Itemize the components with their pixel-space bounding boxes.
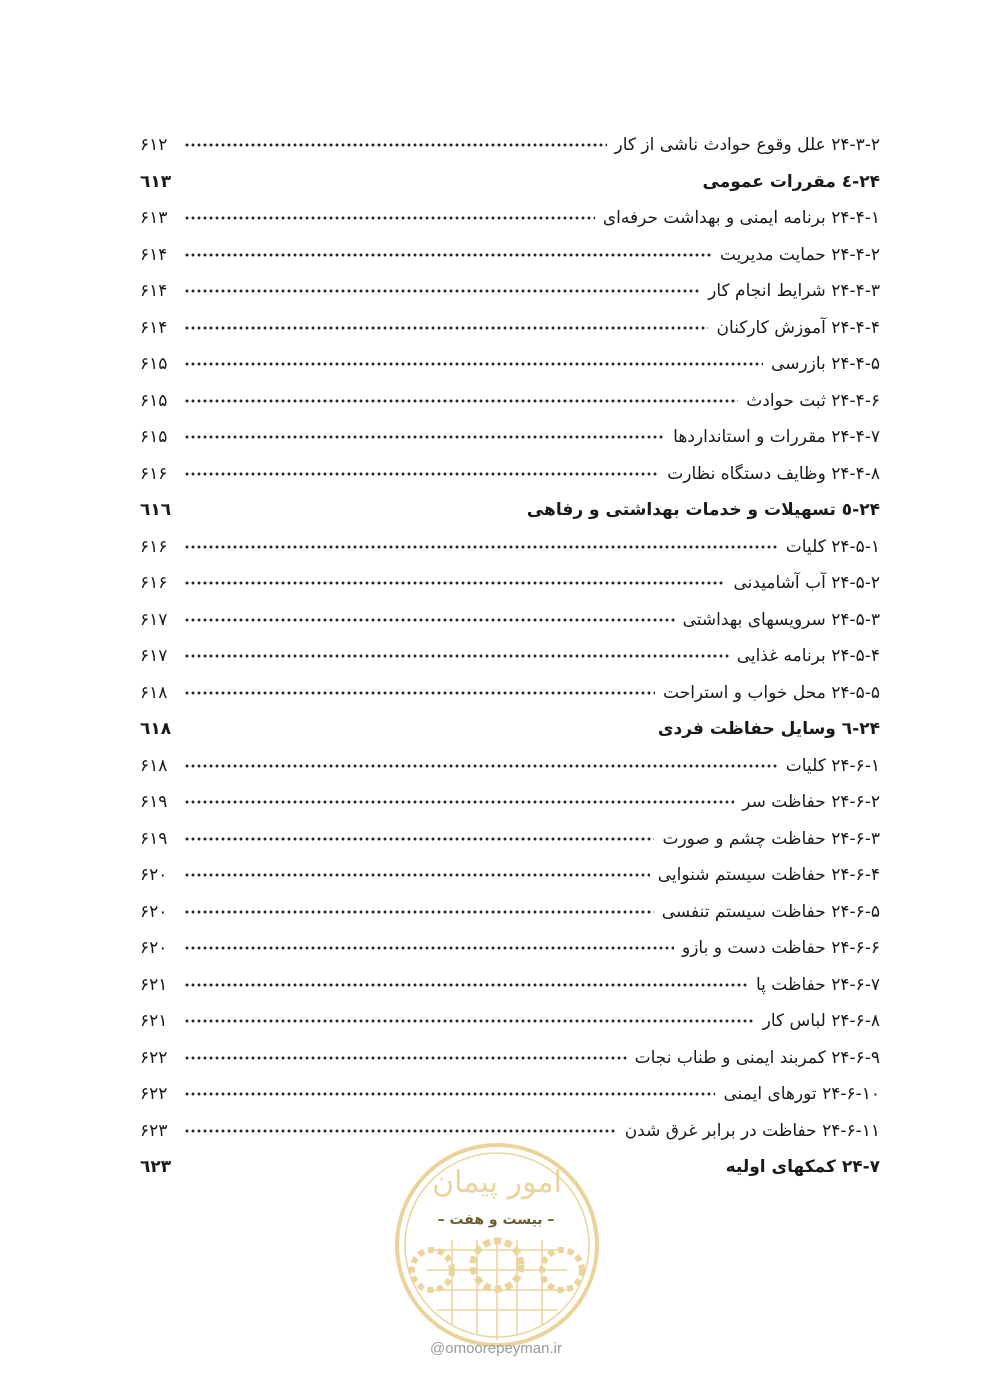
toc-entry-title: ۲۴-۳-۲ علل وقوع حوادث ناشی از کار: [614, 135, 880, 155]
dot-leader: [184, 578, 725, 588]
toc-section-heading: [140, 165, 880, 199]
toc-page-number: ۶۱۹: [140, 792, 168, 812]
toc-entry-title: ۲۴-۵-۱ کلیات: [785, 536, 880, 557]
toc-entry: [140, 1004, 880, 1038]
toc-page-number: ۶۱۸: [140, 682, 168, 703]
toc-entry-title: ۲۴-۴-۲ حمایت مدیریت: [719, 244, 880, 265]
dot-leader: [184, 651, 729, 661]
dot-leader: [184, 250, 712, 260]
toc-page-number: ۶۲۳: [140, 1120, 168, 1141]
toc-entry: [140, 603, 880, 637]
dot-leader: [184, 834, 654, 844]
toc-page-number: ۶۲۰: [140, 938, 168, 958]
toc-entry-title: ۲۴-۴-۱ برنامه ایمنی و بهداشت حرفه‌ای: [602, 208, 880, 228]
toc-page-number: ۶۲۲: [140, 1084, 168, 1104]
toc-entry: [140, 931, 880, 965]
toc-page-number: ۶۲۱: [140, 974, 168, 995]
toc-entry: [140, 785, 880, 819]
toc-page-number: ۶۲۱: [140, 1011, 168, 1031]
toc-page-number: ۶۱۴: [140, 317, 168, 338]
toc-entry: [140, 311, 880, 345]
toc-page-number: ۶۱۵: [140, 354, 168, 374]
toc-entry-title: ۲۴-۴-۳ شرایط انجام کار: [708, 281, 880, 301]
toc-entry: [140, 530, 880, 564]
toc-entry-title: ۲۴-۴-۴ آموزش کارکنان: [716, 317, 880, 338]
toc-page-number: ٦١٣: [140, 171, 172, 192]
dot-leader: [184, 797, 734, 807]
toc-entry: [140, 457, 880, 491]
dot-leader: [184, 1089, 715, 1099]
toc-page-number: ٦١٨: [140, 719, 172, 739]
dot-leader: [184, 432, 665, 442]
toc-entry: [140, 822, 880, 856]
toc-entry-title: ۲۴-٦ وسایل حفاظت فردی: [657, 719, 880, 739]
toc-page-number: ۶۱۷: [140, 646, 168, 666]
toc-entry-title: ۲۴-۶-۲ حفاظت سر: [742, 792, 880, 812]
toc-page-number: ۶۱۳: [140, 208, 168, 228]
toc-entry: [140, 968, 880, 1002]
toc-entry-title: ۲۴-۵-۲ آب آشامیدنی: [733, 573, 880, 593]
toc-entry-title: ۲۴-۵-۴ برنامه غذایی: [736, 646, 880, 666]
toc-entry: [140, 1041, 880, 1075]
toc-page-number: ٦٢٣: [140, 1157, 172, 1177]
dot-leader: [184, 323, 708, 333]
toc-page-number: ۶۱۹: [140, 828, 168, 849]
toc-entry-title: ۲۴-۷ کمکهای اولیه: [725, 1157, 880, 1177]
toc-page-number: ۶۱۴: [140, 281, 168, 301]
page-number-label: – بیست و هفت –: [437, 1212, 555, 1228]
watermark-stamp: [392, 1140, 602, 1350]
toc-entry: [140, 384, 880, 418]
toc-entry-title: ۲۴-۴-۷ مقررات و استانداردها: [673, 427, 880, 447]
toc-page-number: ۶۱۵: [140, 390, 168, 411]
toc-entry-title: ۲۴-۴-۵ بازرسی: [771, 354, 880, 374]
toc-page-number: ۶۱۴: [140, 244, 168, 265]
dot-leader: [184, 1053, 627, 1063]
toc-entry-title: ۲۴-۴-۶ ثبت حوادث: [746, 390, 880, 411]
toc-page-number: ۶۱۶: [140, 536, 168, 557]
toc-entry-title: ۲۴-۶-۸ لباس کار: [762, 1011, 880, 1031]
toc-page-number: ۶۲۲: [140, 1047, 168, 1068]
toc-section-heading: [140, 712, 880, 746]
toc-page-number: ۶۱۵: [140, 427, 168, 447]
toc-page-number: ۶۱۶: [140, 573, 168, 593]
toc-entry: [140, 676, 880, 710]
dot-leader: [184, 761, 778, 771]
toc-page-number: ۶۲۰: [140, 865, 168, 885]
dot-leader: [184, 870, 650, 880]
toc-entry-title: ۲۴-۵-۵ محل خواب و استراحت: [663, 682, 880, 703]
toc-entry: [140, 895, 880, 929]
toc-page-number: ۶۱۲: [140, 135, 168, 155]
toc-entry: [140, 238, 880, 272]
toc-entry: [140, 1077, 880, 1111]
dot-leader: [184, 1126, 617, 1136]
dot-leader: [184, 615, 675, 625]
dot-leader: [184, 907, 654, 917]
toc-page-number: ۶۱۸: [140, 755, 168, 776]
toc-entry-title: ۲۴-۴-۸ وظایف دستگاه نظارت: [667, 463, 880, 484]
dot-leader: [184, 542, 778, 552]
toc-entry-title: ۲۴-۶-۶ حفاظت دست و بازو: [682, 938, 880, 958]
dot-leader: [184, 469, 659, 479]
dot-leader: [184, 688, 655, 698]
toc-entry: [140, 639, 880, 673]
toc-page-number: ۶۲۰: [140, 901, 168, 922]
toc-entry-title: ۲۴-۶-۳ حفاظت چشم و صورت: [662, 828, 880, 849]
toc-entry-title: ۲۴-۶-۱۰ تورهای ایمنی: [723, 1084, 880, 1104]
dot-leader: [184, 359, 763, 369]
dot-leader: [184, 286, 700, 296]
dot-leader: [184, 396, 738, 406]
dot-leader: [184, 140, 607, 150]
dot-leader: [184, 1016, 755, 1026]
toc-entry: [140, 858, 880, 892]
toc-entry: [140, 420, 880, 454]
toc-entry-title: ۲۴-۶-۷ حفاظت پا: [755, 974, 880, 995]
toc-entry-title: ۲۴-٤ مقررات عمومی: [702, 171, 880, 192]
toc-entry-title: ۲۴-۶-۵ حفاظت سیستم تنفسی: [661, 901, 880, 922]
toc-entry: [140, 128, 880, 162]
toc-entry-title: ۲۴-۵-۳ سرویسهای بهداشتی: [682, 609, 880, 630]
stamp-logo-text: امور پیمان: [432, 1165, 562, 1200]
toc-page-number: ٦١٦: [140, 500, 172, 520]
toc-entry: [140, 749, 880, 783]
toc-entry: [140, 274, 880, 308]
toc-section-heading: [140, 493, 880, 527]
toc-entry-title: ۲۴-۶-۱۱ حفاظت در برابر غرق شدن: [624, 1120, 880, 1141]
toc-entry-title: ۲۴-۶-۱ کلیات: [785, 755, 880, 776]
toc-page-number: ۶۱۷: [140, 609, 168, 630]
dot-leader: [184, 213, 595, 223]
toc-entry-title: ۲۴-۶-۴ حفاظت سیستم شنوایی: [657, 865, 880, 885]
toc-page-number: ۶۱۶: [140, 463, 168, 484]
toc-entry: [140, 347, 880, 381]
toc-entry-title: ۲۴-٥ تسهیلات و خدمات بهداشتی و رفاهی: [526, 500, 880, 520]
toc-entry: [140, 566, 880, 600]
toc-entry: [140, 201, 880, 235]
toc-entry-title: ۲۴-۶-۹ کمربند ایمنی و طناب نجات: [634, 1047, 880, 1068]
dot-leader: [184, 980, 748, 990]
website-watermark: @omoorepeyman.ir: [430, 1340, 562, 1357]
dot-leader: [184, 943, 674, 953]
